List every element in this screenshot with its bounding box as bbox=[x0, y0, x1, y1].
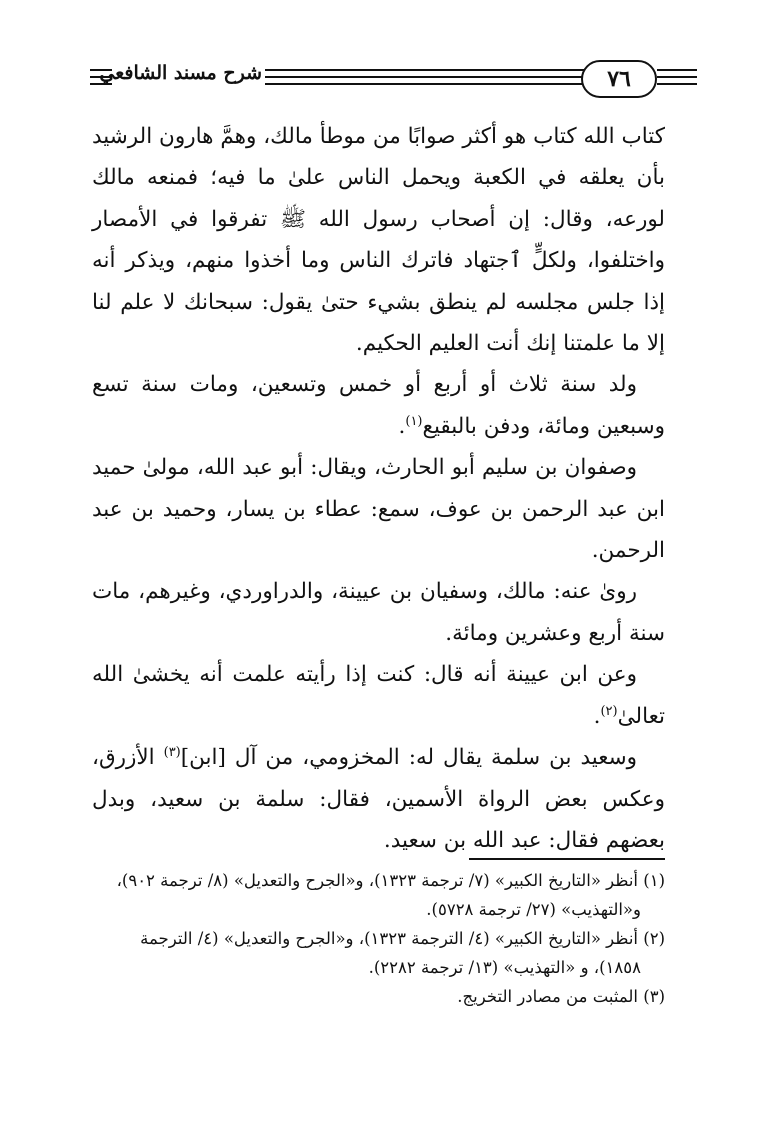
header-rule-right bbox=[657, 69, 697, 85]
paragraph-6-text-a: وسعيد بن سلمة يقال له: المخزومي، من آل [ابن] bbox=[180, 745, 637, 771]
paragraph-3: وصفوان بن سليم أبو الحارث، ويقال: أبو عبد الله، مولىٰ حميد ابن عبد الرحمن بن عوف، سمع: عطاء بن يسار، وحميد بن عبد الرحمن. bbox=[92, 455, 665, 564]
paragraph-6-text-b: الأزرق، وعكس بعض الرواة الأسمين، فقال: سلمة بن سعيد، وبدل بعضهم فقال: عبد الله بن سعيد. bbox=[92, 745, 665, 853]
paragraph-2: ولد سنة ثلاث أو أربع أو خمس وتسعين، ومات سنة تسع وسبعين ومائة، ودفن بالبقيع$^{(١)}$. bbox=[92, 372, 665, 439]
page-number: ٧٦ bbox=[581, 60, 657, 98]
book-title: شرح مسند الشافعي bbox=[99, 62, 262, 84]
footnotes bbox=[92, 866, 665, 1011]
paragraph-5-text: وعن ابن عيينة أنه قال: كنت إذا رأيته علمت أنه يخشىٰ الله تعالىٰ bbox=[92, 662, 665, 729]
main-text bbox=[92, 116, 665, 861]
paragraph-4: روىٰ عنه: مالك، وسفيان بن عيينة، والدراوردي، وغيرهم، مات سنة أربع وعشرين ومائة. bbox=[92, 579, 665, 646]
footnote-1-line-1: (١) أنظر «التاريخ الكبير» (٧/ ترجمة ١٣٢٣)، و«الجرح والتعديل» (٨/ ترجمة ٩٠٢)، bbox=[116, 871, 665, 890]
footnote-3: (٣) المثبت من مصادر التخريج. bbox=[457, 987, 665, 1006]
page-header bbox=[90, 56, 657, 100]
paragraph-2-text: ولد سنة ثلاث أو أربع أو خمس وتسعين، ومات سنة تسع وسبعين ومائة، ودفن بالبقيع bbox=[92, 372, 665, 439]
paragraph-6 bbox=[92, 737, 665, 861]
footnote-ref-3[interactable]: (٣) bbox=[163, 744, 181, 760]
paragraph-1: كتاب الله كتاب هو أكثر صوابًا من موطأ مالك، وهمَّ هارون الرشيد بأن يعلقه في الكعبة ويحمل الناس علىٰ ما فيه؛ فمنعه مالك لورعه، وقال: إن أصحاب رسول الله ﷺ تفرقوا في الأمصار واختلفوا، ولكلٍّ ٱجتهاد فاترك الناس وما أخذوا منهم، ويذكر أنه إذا جلس مجلسه لم ينطق بشيء حتىٰ يقول: سبحانك لا علم لنا إلا ما علمتنا إنك أنت العليم الحكيم. bbox=[92, 124, 665, 357]
footnote-ref-2[interactable]: (٢) bbox=[600, 703, 618, 719]
paragraph-5: وعن ابن عيينة أنه قال: كنت إذا رأيته علمت أنه يخشىٰ الله تعالىٰ$^{(٢)}$. bbox=[92, 662, 665, 729]
footnote-1-line-2: و«التهذيب» (٢٧/ ترجمة ٥٧٢٨). bbox=[426, 900, 641, 919]
footnote-2-line-1: (٢) أنظر «التاريخ الكبير» (٤/ الترجمة ١٣٢٣)، و«الجرح والتعديل» (٤/ الترجمة bbox=[140, 929, 665, 948]
header-rule-middle bbox=[265, 69, 585, 85]
footnote-ref-1[interactable]: (١) bbox=[405, 413, 423, 429]
header-rule-left bbox=[90, 69, 112, 85]
footnote-separator bbox=[469, 858, 665, 860]
footnote-2-line-2: ١٨٥٨)، و «التهذيب» (١٣/ ترجمة ٢٢٨٢). bbox=[368, 958, 641, 977]
